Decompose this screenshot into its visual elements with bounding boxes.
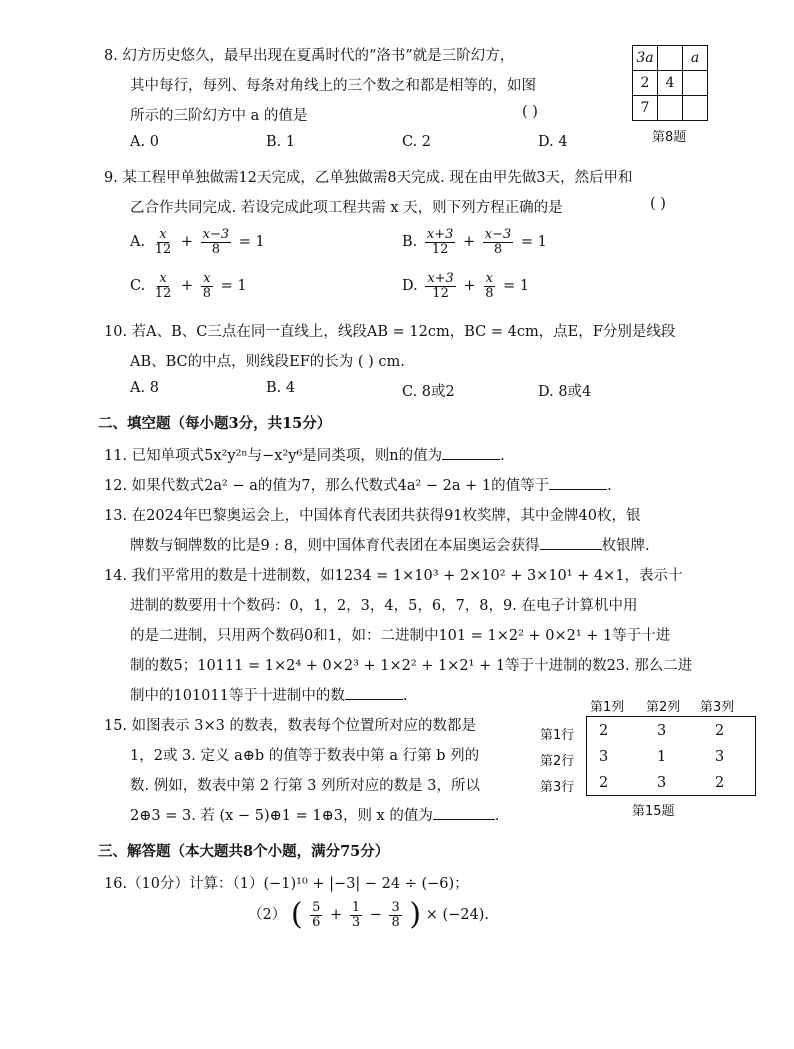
table-cell: 3 bbox=[715, 749, 725, 765]
q8-line1: 8. 幻方历史悠久，最早出现在夏禹时代的“洛书”就是三阶幻方， bbox=[104, 48, 515, 64]
magic-square-figure bbox=[632, 45, 708, 121]
q15-line2: 1，2或 3. 定义 a⊕b 的值等于数表中第 a 行第 b 列的 bbox=[130, 748, 480, 764]
magic-cell: a bbox=[683, 46, 708, 71]
option-label: A. bbox=[130, 234, 146, 251]
q15-line4: 2⊕3 = 3. 若 (x − 5)⊕1 = 1⊕3，则 x 的值为 . bbox=[130, 808, 500, 824]
fraction: $\frac{1}{3}$ bbox=[351, 899, 361, 930]
answer-blank[interactable] bbox=[540, 549, 602, 550]
q14-line2: 进制的数要用十个数码：0，1，2，3，4，5，6，7，8，9. 在电子计算机中用 bbox=[130, 598, 638, 614]
q10-option-d: D. 8或4 bbox=[538, 384, 592, 400]
fraction: $\frac{x+3}{12}$ bbox=[427, 271, 454, 301]
option-label: D. bbox=[402, 278, 418, 295]
row-header: 第1行 bbox=[540, 728, 575, 743]
q8-answer-paren: ( ) bbox=[522, 104, 538, 120]
fraction: $\frac{x}{12}$ bbox=[154, 227, 172, 257]
q13-line1: 13. 在2024年巴黎奥运会上，中国体育代表团共获得91枚奖牌，其中金牌40枚，银 bbox=[104, 508, 641, 524]
q8-option-c: C. 2 bbox=[402, 134, 432, 150]
magic-cell: 4 bbox=[658, 71, 683, 96]
column-header: 第3列 bbox=[700, 700, 735, 715]
magic-cell: 3a bbox=[633, 46, 658, 71]
table-cell: 2 bbox=[599, 723, 609, 739]
q16-part2: （2） ( $\frac{5}{6}$ + $\frac{1}{3}$ − $\frac{3}{8}$ ) × (−24). bbox=[248, 897, 489, 932]
table-cell: 1 bbox=[657, 749, 667, 765]
q14-line4: 制的数5；10111 = 1×2⁴ + 0×2³ + 1×2² + 1×2¹ + 1等于十进制的数23. 那么二进 bbox=[130, 658, 693, 674]
column-header: 第1列 bbox=[590, 700, 625, 715]
table-cell: 3 bbox=[657, 723, 667, 739]
table-cell: 2 bbox=[715, 775, 725, 791]
q15-line3: 数. 例如，数表中第 2 行第 3 列所对应的数是 3，所以 bbox=[130, 778, 480, 794]
q10-line2: AB、BC的中点，则线段EF的长为 ( ) cm. bbox=[130, 354, 405, 370]
magic-cell bbox=[683, 71, 708, 96]
q9-option-b: B. $\frac{x+3}{12}$ + $\frac{x-3}{8}$ = 1 bbox=[402, 227, 547, 257]
fraction: $\frac{x}{8}$ bbox=[485, 271, 494, 301]
table-cell: 2 bbox=[715, 723, 725, 739]
fraction: $\frac{x}{8}$ bbox=[202, 271, 211, 301]
q14-line1: 14. 我们平常用的数是十进制数，如1234 = 1×10³ + 2×10² + 3×10¹ + 4×1，表示十 bbox=[104, 568, 683, 584]
q9-line2: 乙合作共同完成. 若设完成此项工程共需 x 天，则下列方程正确的是 bbox=[130, 200, 563, 216]
q14-line5: 制中的101011等于十进制中的数 . bbox=[130, 688, 408, 704]
q9-option-d: D. $\frac{x+3}{12}$ + $\frac{x}{8}$ = 1 bbox=[402, 271, 530, 301]
q15-figure-caption: 第15题 bbox=[632, 804, 675, 819]
q14-line3: 的是二进制，只用两个数码0和1，如：二进制中101 = 1×2² + 0×2¹ + 1等于十进 bbox=[130, 628, 671, 644]
magic-square-grid bbox=[632, 45, 708, 121]
magic-cell bbox=[658, 46, 683, 71]
fraction: $\frac{x}{12}$ bbox=[154, 271, 172, 301]
q8-option-d: D. 4 bbox=[538, 134, 568, 150]
row-header: 第2行 bbox=[540, 754, 575, 769]
q8-figure-caption: 第8题 bbox=[652, 130, 687, 145]
q16-line1: 16.（10分）计算：（1）(−1)¹⁰ + |−3| − 24 ÷ (−6)； bbox=[104, 876, 469, 892]
fraction: $\frac{3}{8}$ bbox=[391, 899, 400, 930]
magic-cell bbox=[683, 96, 708, 121]
option-label: C. bbox=[130, 278, 146, 295]
section-2-heading: 二、填空题（每小题3分，共15分） bbox=[98, 415, 332, 432]
q8-line3: 所示的三阶幻方中 a 的值是 bbox=[130, 108, 308, 124]
number-table bbox=[586, 716, 756, 796]
row-header: 第3行 bbox=[540, 780, 575, 795]
q9-line1: 9. 某工程甲单独做需12天完成，乙单独做需8天完成. 现在由甲先做3天，然后甲和 bbox=[104, 170, 633, 186]
q9-option-c: C. $\frac{x}{12}$ + $\frac{x}{8}$ = 1 bbox=[130, 271, 247, 301]
table-cell: 3 bbox=[657, 775, 667, 791]
q10-line1: 10. 若A、B、C三点在同一直线上，线段AB = 12cm，BC = 4cm，点E，F分别是线段 bbox=[104, 324, 676, 340]
q15-line1: 15. 如图表示 3×3 的数表，数表每个位置所对应的数都是 bbox=[104, 718, 476, 734]
q10-option-b: B. 4 bbox=[266, 380, 296, 396]
answer-blank[interactable] bbox=[442, 459, 500, 460]
section-3-heading: 三、解答题（本大题共8个小题，满分75分） bbox=[98, 843, 390, 860]
magic-cell: 2 bbox=[633, 71, 658, 96]
answer-blank[interactable] bbox=[345, 699, 403, 700]
option-label: B. bbox=[402, 234, 418, 251]
q10-option-a: A. 8 bbox=[130, 380, 159, 396]
magic-cell: 7 bbox=[633, 96, 658, 121]
q9-answer-paren: ( ) bbox=[650, 196, 666, 212]
q12-line: 12. 如果代数式2a² − a的值为7，那么代数式4a² − 2a + 1的值等于 . bbox=[104, 478, 612, 494]
magic-cell bbox=[658, 96, 683, 121]
q11-line: 11. 已知单项式5x²y²ⁿ与−x²y⁶是同类项，则n的值为 . bbox=[104, 448, 505, 464]
table-cell: 2 bbox=[599, 775, 609, 791]
answer-blank[interactable] bbox=[433, 819, 495, 820]
fraction: $\frac{x-3}{8}$ bbox=[484, 227, 512, 257]
fraction: $\frac{x-3}{8}$ bbox=[202, 227, 230, 257]
q10-option-c: C. 8或2 bbox=[402, 384, 455, 400]
q13-line2: 牌数与铜牌数的比是9 : 8，则中国体育代表团在本届奥运会获得 枚银牌. bbox=[130, 538, 650, 554]
fraction: $\frac{x+3}{12}$ bbox=[426, 227, 454, 257]
q8-option-a: A. 0 bbox=[130, 134, 159, 150]
q9-option-a: A. $\frac{x}{12}$ + $\frac{x-3}{8}$ = 1 bbox=[130, 227, 265, 257]
fraction: $\frac{5}{6}$ bbox=[312, 899, 321, 930]
table-cell: 3 bbox=[599, 749, 609, 765]
column-header: 第2列 bbox=[646, 700, 681, 715]
answer-blank[interactable] bbox=[549, 489, 607, 490]
q8-option-b: B. 1 bbox=[266, 134, 296, 150]
q8-line2: 其中每行，每列、每条对角线上的三个数之和都是相等的，如图 bbox=[130, 78, 536, 94]
part-label: （2） bbox=[248, 907, 287, 923]
